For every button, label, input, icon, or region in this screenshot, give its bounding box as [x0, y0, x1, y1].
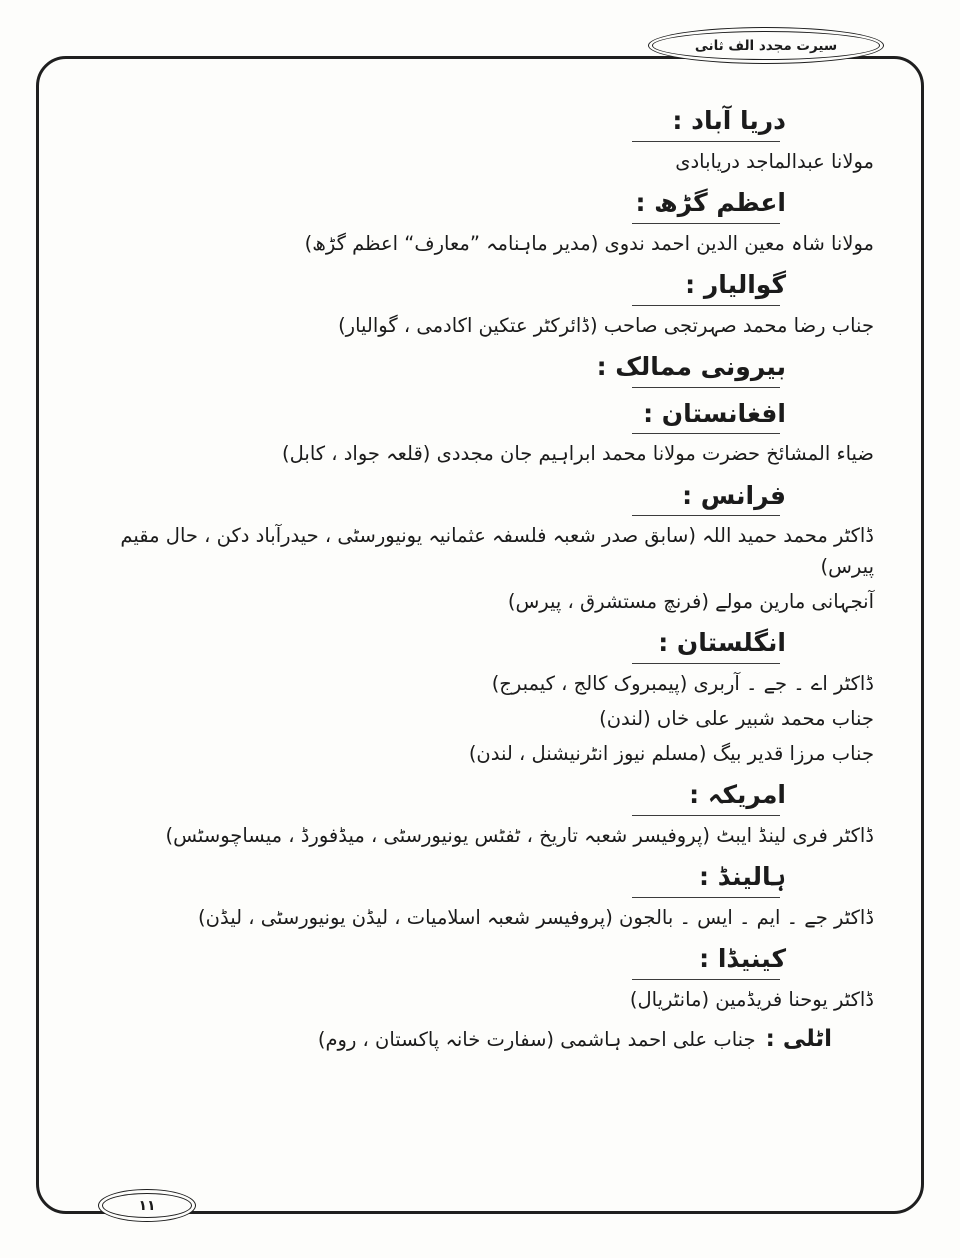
sections	[120, 104, 874, 1065]
section-entry: آنجہانی مارین مولے (فرنچ مستشرق ، پیرس)	[507, 589, 874, 613]
section-heading: انگلستان :	[120, 626, 786, 664]
section-heading: افغانستان :	[120, 397, 786, 435]
book-title: سیرت مجدد الف ثانی	[694, 37, 838, 54]
section-heading: گوالیار :	[120, 268, 786, 306]
section	[120, 186, 874, 259]
page-number: ۱۱	[138, 1197, 156, 1214]
section-heading: فرانس :	[120, 479, 786, 517]
section-heading: اٹلی :	[765, 1026, 832, 1053]
section	[120, 626, 874, 769]
section-entry: ضیاء المشائخ حضرت مولانا محمد ابراہیم جان مجددی (قلعہ جواد ، کابل)	[282, 442, 874, 466]
section	[120, 1024, 874, 1055]
section	[120, 778, 874, 851]
section-heading: دریا آباد :	[120, 104, 786, 142]
section-entry: جناب محمد شبیر علی خاں (لندن)	[599, 707, 874, 730]
section-heading: اعظم گڑھ :	[120, 186, 786, 224]
section-entry: ڈاکٹر یوحنا فریڈمین (مانٹریال)	[629, 988, 874, 1012]
section-entry: مولانا شاہ معین الدین احمد ندوی (مدیر ماہنامہ ”معارف“ اعظم گڑھ)	[304, 231, 874, 255]
section-entry: ڈاکٹر جے ۔ ایم ۔ ایس ۔ بالجون (پروفیسر شعبہ اسلامیات ، لیڈن یونیورسٹی ، لیڈن)	[198, 906, 874, 930]
section	[120, 397, 874, 470]
section-entry: جناب علی احمد ہاشمی (سفارت خانہ پاکستان ، روم)	[317, 1028, 756, 1052]
section-entry: جناب مرزا قدیر بیگ (مسلم نیوز انٹرنیشنل ، لندن)	[468, 742, 874, 766]
section-entry: مولانا عبدالماجد دریابادی	[675, 149, 874, 173]
section	[120, 268, 874, 341]
section-heading: امریکہ :	[120, 778, 786, 816]
section-entry: جناب رضا محمد صہرتجی صاحب (ڈائرکٹر عتکین اکادمی ، گوالیار)	[338, 313, 874, 337]
section-entry: ڈاکٹر اے ۔ جے ۔ آربری (پیمبروک کالج ، کیمبرج)	[491, 671, 874, 695]
section-entry: ڈاکٹر فری لینڈ ایبٹ (پروفیسر شعبہ تاریخ ، ٹفٹس یونیورسٹی ، میڈفورڈ ، میساچوسٹس)	[165, 824, 874, 848]
page-number-cartouche	[98, 1189, 196, 1222]
section	[120, 104, 874, 177]
section-entry: ڈاکٹر محمد حمید اللہ (سابق صدر شعبہ فلسفہ عثمانیہ یونیورسٹی ، حیدرآباد دکن ، حال مقیم پیرس)	[120, 524, 874, 578]
header-title-cartouche	[648, 27, 884, 64]
section	[120, 860, 874, 933]
section	[120, 350, 874, 388]
section-heading: کینیڈا :	[120, 942, 786, 980]
section-heading: بیرونی ممالک :	[120, 350, 786, 388]
section-heading: ہالینڈ :	[120, 860, 786, 898]
section	[120, 479, 874, 617]
section	[120, 942, 874, 1015]
